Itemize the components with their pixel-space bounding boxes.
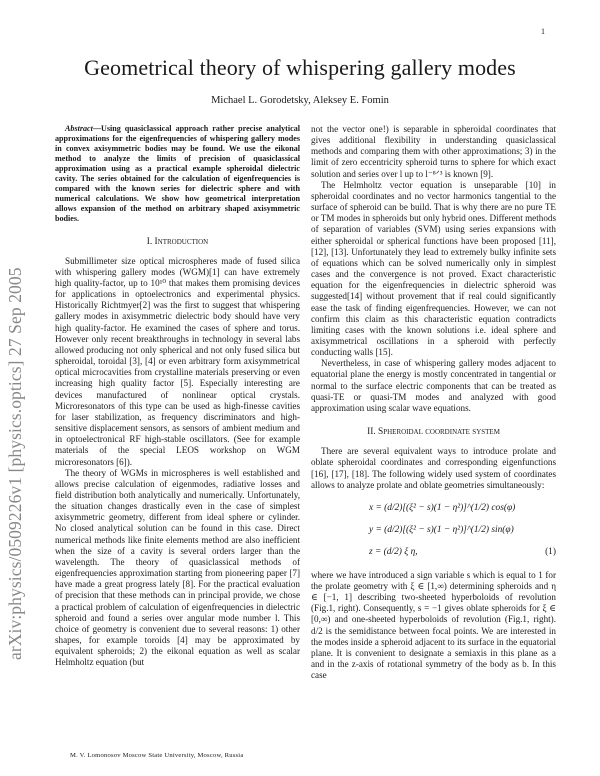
equation-block xyxy=(311,498,556,564)
section-heading-introduction: I. Introduction xyxy=(146,236,209,247)
section-heading-spheroidal: II. Spheroidal coordinate system xyxy=(367,427,500,438)
equation-row xyxy=(311,542,556,564)
abstract: Abstract—Using quasiclassical approach rather precise analytical approximations for the eigenfrequencies of whispering gallery modes in convex axisymmetric bodies may be found. We use the eikonal method to analyze the limits of precision of quasiclassical approximation using as a practical example spheroidal dielectric cavity. The series obtained for the calculation of eigenfrequencies is compared with the known series for dielectric sphere and with numerical calculations. We show how geometrical interpretation allows expansion of the method on arbitrary shaped axisymmetric bodies. xyxy=(55,124,300,223)
equation-row xyxy=(311,498,556,520)
abstract-text: Using quasiclassical approach rather precise analytical approximations for the eigenfrequencies of whispering gallery modes in convex axisymmetric bodies may be found. We use the eikonal method to analyze the limits of precision of quasiclassical approximation using as a practical example spheroidal dielectric cavity. The series obtained for the calculation of eigenfrequencies is compared with the known series for dielectric sphere and with numerical calculations. We show how geometrical interpretation allows expansion of the method on arbitrary shaped axisymmetric bodies. xyxy=(55,124,300,223)
equation-row xyxy=(311,520,556,542)
body-paragraph: There are several equivalent ways to introduce prolate and oblate spheroidal coordinates and corresponding eigenfunctions [16], [17], [18]. The following widely used system of coordinates allows to analyze prolate and oblate geometries simultaneously: xyxy=(311,446,556,490)
left-column xyxy=(55,124,300,668)
body-paragraph: Nevertheless, in case of whispering gallery modes adjacent to equatorial plane the energy is mostly concentrated in tangential or normal to the surface electric components that can be treated as quasi-TE or quasi-TM modes and analyzed with good approximation using scalar wave equations. xyxy=(311,358,556,413)
body-paragraph: where we have introduced a sign variable s which is equal to 1 for the prolate geometry with ξ ∈ [1,∞) determining spheroids and η ∈ [−1, 1] describing two-sheeted hyperboloids of revolution (Fig.1, right). Consequently, s = −1 gives oblate spheroids for ξ ∈ [0,∞) and one-sheeted hyperboloids of revolution (Fig.1, right). d/2 is the semidistance between focal points. We are interested in the modes inside a spheroid adjacent to its surface in the equatorial plane. It is convenient to designate a semiaxis in this plane as a and in the z-axis of rotational symmetry of the body as b. In this case xyxy=(311,569,556,681)
right-column xyxy=(311,124,556,681)
body-paragraph: not the vector one!) is separable in spheroidal coordinates that gives additional flexibility in understanding quasiclassical methods and comparing them with other approximations; 3) in the limit of zero eccentricity spheroid turns to sphere for which exact solution and series over l up to l⁻⁸ᐟ³ is known [9]. xyxy=(311,124,556,179)
equation-x: x = (d/2)[(ξ² − s)(1 − η²)]^(1/2) cos(φ) xyxy=(369,503,516,514)
intro-paragraph: The theory of WGMs in microspheres is well established and allows precise calculation of eigenmodes, radiative losses and field distribution both analytically and numerically. Unfortunately, the situation changes drastically even in the case of simplest axisymmetric geometry, different from ideal sphere or cylinder. No closed analytical solution can be found in this case. Direct numerical methods like finite elements method are also inefficient when the size of a cavity is several orders larger than the wavelength. The theory of quasiclassical methods of eigenfrequencies approximation starting from pioneering paper [7] have made a great progress lately [8]. For the practical evaluation of precision that these methods can in principal provide, we chose a practical problem of calculation of eigenfrequencies in dielectric spheroid and found a series over angular mode number l. This choice of geometry is convenient due to several reasons: 1) other shapes, for example toroids [4] may be approximated by equivalent spheroids; 2) the eikonal equation as well as scalar Helmholtz equation (but xyxy=(55,467,300,668)
intro-paragraph: Submillimeter size optical microspheres made of fused silica with whispering gallery modes (WGM)[1] can have extremely high quality-factor, up to 10¹⁰ that makes them promising devices for applications in optoelectronics and experimental physics. Historically Richtmyer[2] was the first to suggest that whispering gallery modes in axisymmetric dielectric body should have very high quality-factor. He examined the cases of sphere and torus. However only recent breakthroughs in technology in several labs allowed producing not only spherical and not only fused silica but spheroidal, toroidal [3], [4] or even arbitrary form axisymmetrical optical microcavities from crystalline materials preserving or even increasing high quality factor [5]. Especially interesting are devices manufactured of nonlinear optical crystals. Microresonators of this type can be used as high-finesse cavities for laser stabilization, as frequency discriminators and high-sensitive displacement sensors, as sensors of ambient medium and in optoelectronical RF high-stable oscillators. (See for example materials of the special LEOS workshop on WGM microresonators [6]). xyxy=(55,255,300,467)
page-number: 1 xyxy=(541,27,545,36)
authors: Michael L. Gorodetsky, Aleksey E. Fomin xyxy=(211,95,389,106)
body-paragraph: The Helmholtz vector equation is unseparable [10] in spheroidal coordinates and no vector harmonics tangential to the surface of spheroid can be build. That is why there are no pure TE or TM modes in spheroids but only hybrid ones. Different methods of separation of variables (SVM) using series expansions with either spheroidal or spherical functions have been proposed [11], [12], [13]. Unfortunately they lead to extremely bulky infinite sets of equations which can be solved numerically only in simplest cases and the convergence is not proved. Exact characteristic equation for the eigenfrequencies in dielectric spheroid was suggested[14] without provement that if real could significantly ease the task of finding eigenfrequencies. However, we can not confirm this claim as this characteristic equation contradicts limiting cases with the known solutions i.e. ideal sphere and axisymmetrical oscillations in a spheroid with perfectly conducting walls [15]. xyxy=(311,179,556,358)
equation-z: z = (d/2) ξ η, xyxy=(369,547,418,558)
arxiv-identifier-stamp: arXiv:physics/0509226v1 [physics.optics] 27 Sep 2005 xyxy=(5,267,25,660)
equation-y: y = (d/2)[(ξ² − s)(1 − η²)]^(1/2) sin(φ) xyxy=(369,525,514,536)
paper-title: Geometrical theory of whispering gallery modes xyxy=(84,55,516,80)
affiliation-footnote: M. V. Lomonosov Moscow State University, Moscow, Russia xyxy=(70,752,244,759)
abstract-label: Abstract xyxy=(65,124,93,133)
equation-number: (1) xyxy=(545,547,556,558)
